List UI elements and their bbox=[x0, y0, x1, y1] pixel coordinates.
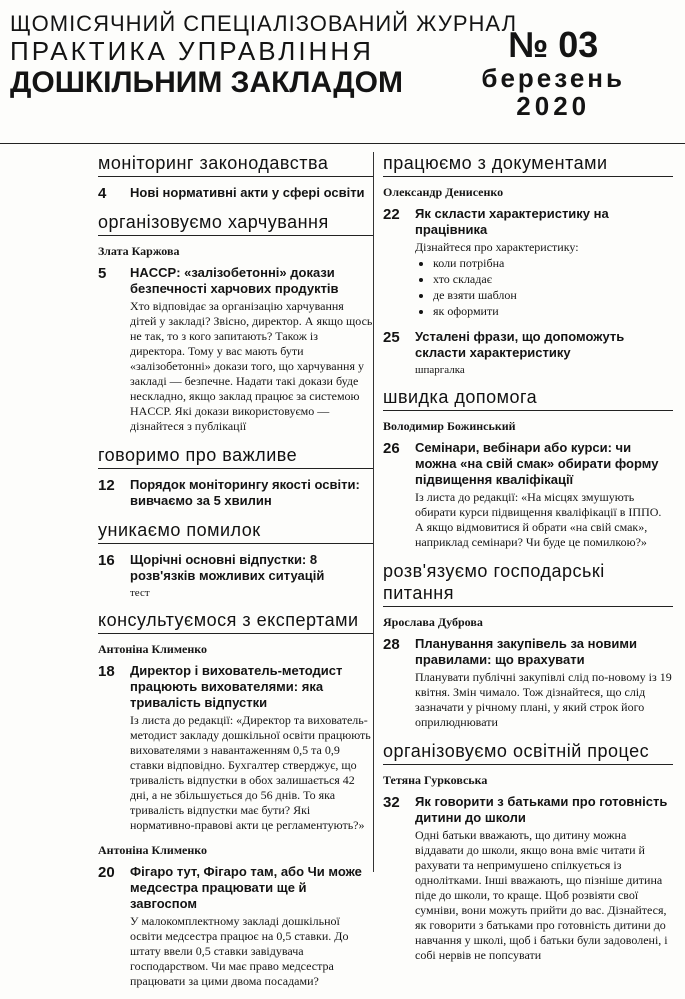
article-author: Володимир Божинський bbox=[383, 419, 516, 433]
section-heading: організовуємо харчування bbox=[98, 211, 373, 236]
journal-title-2: ДОШКІЛЬНИМ ЗАКЛАДОМ bbox=[10, 66, 403, 99]
page-number: 18 bbox=[98, 663, 115, 680]
issue-number: № 03 bbox=[508, 24, 599, 65]
toc-right-column bbox=[383, 152, 673, 973]
page-number: 28 bbox=[383, 636, 400, 653]
article-type-label: тест bbox=[130, 587, 150, 599]
toc-entry[interactable] bbox=[98, 663, 373, 833]
article-title[interactable]: Щорічні основні відпустки: 8 розв'язків можливих ситуацій bbox=[130, 552, 325, 583]
article-title[interactable]: Фігаро тут, Фігаро там, або Чи може медсестра працювати ще й завгоспом bbox=[130, 864, 362, 911]
header-rule bbox=[0, 143, 685, 144]
article-title[interactable]: Планування закупівель за новими правилами: що врахувати bbox=[415, 636, 638, 667]
bullet-item: • коли потрібна bbox=[433, 255, 673, 271]
article-summary: Із листа до редакції: «На місцях змушують обирати курси підвищення кваліфікації в ІППО. А якщо відмовитися й обрати «на свій смак», наприклад семінари? Чи буде це помилкою?» bbox=[415, 490, 662, 549]
page-number: 26 bbox=[383, 440, 400, 457]
article-summary: Із листа до редакції: «Директор та вихователь-методист закладу дошкільної освіти працюють вихователями з навантаженням 0,5 та 0,9 ставки відповідно. Бухгалтер стверджує, що тривалість відпустки в обох залишається 42 дні, а не збільшується до 56 днів. То яка тривалість відпустки має бути? Які нормативно-правові акти це регламентують?» bbox=[130, 713, 371, 832]
bullet-item: • де взяти шаблон bbox=[433, 287, 673, 303]
page-number: 22 bbox=[383, 206, 400, 223]
article-author: Злата Каржова bbox=[98, 244, 180, 258]
article-title[interactable]: Семінари, вебінари або курси: чи можна «на свій смак» обирати форму підвищення кваліфікації bbox=[415, 440, 659, 487]
toc-entry[interactable] bbox=[98, 552, 373, 599]
section-heading: консультуємося з експертами bbox=[98, 609, 373, 634]
section-heading: працюємо з документами bbox=[383, 152, 673, 177]
article-summary: Планувати публічні закупівлі слід по-новому із 19 квітня. Змін чимало. Тож дізнайтеся, що слід зазначати у річному плані, у який строк його оприлюднювати bbox=[415, 670, 672, 729]
bullet-item: • хто складає bbox=[433, 271, 673, 287]
article-summary: Дізнайтеся про характеристику: bbox=[415, 240, 579, 254]
section-heading: швидка допомога bbox=[383, 386, 673, 411]
article-title[interactable]: Директор і вихователь-методист працюють вихователями: яка тривалість відпустки bbox=[130, 663, 343, 710]
article-author: Антоніна Клименко bbox=[98, 642, 207, 656]
page-number: 20 bbox=[98, 864, 115, 881]
section-heading: організовуємо освітній процес bbox=[383, 740, 673, 765]
page-number: 16 bbox=[98, 552, 115, 569]
article-title[interactable]: Як говорити з батьками про готовність дитини до школи bbox=[415, 794, 668, 825]
article-title[interactable]: Як скласти характеристику на працівника bbox=[415, 206, 609, 237]
section-heading: уникаємо помилок bbox=[98, 519, 373, 544]
page-number: 12 bbox=[98, 477, 115, 494]
toc-entry[interactable] bbox=[383, 636, 673, 730]
toc-entry[interactable] bbox=[98, 477, 373, 509]
journal-type: ЩОМІСЯЧНИЙ СПЕЦІАЛІЗОВАНИЙ ЖУРНАЛ bbox=[10, 11, 518, 36]
article-summary: У малокомплектному закладі дошкільної освіти медсестра працює на 0,5 ставки. До штату ввели 0,5 ставки завідувача господарством. Чи має право медсестра працювати за цими двома посадами? bbox=[130, 914, 349, 988]
toc-entry[interactable] bbox=[383, 440, 673, 550]
toc-entry[interactable] bbox=[98, 265, 373, 434]
article-author: Тетяна Гурковська bbox=[383, 773, 488, 787]
issue-year: 2020 bbox=[516, 91, 591, 121]
section-heading: говоримо про важливе bbox=[98, 444, 373, 469]
article-author: Ярослава Дуброва bbox=[383, 615, 483, 629]
article-type-label: шпаргалка bbox=[415, 364, 465, 376]
article-title[interactable]: Порядок моніторингу якості освіти: вивчаємо за 5 хвилин bbox=[130, 477, 360, 508]
article-author: Антоніна Клименко bbox=[98, 843, 207, 857]
issue-month: березень bbox=[481, 63, 625, 93]
page-number: 5 bbox=[98, 265, 107, 282]
toc-entry[interactable] bbox=[98, 864, 373, 989]
article-summary: Хто відповідає за організацію харчування дітей у закладі? Звісно, директор. А якщо щось не так, то з кого запитають? Також із директора. Тому у вас мають бути «залізобетонні» докази того, що харчування у закладі — безпечне. Надати такі докази буде нескладно, якщо заклад працює за системою HACCP. Які докази використовуємо — дізнайтеся з публікації bbox=[130, 299, 373, 433]
article-title[interactable]: HACCP: «залізобетонні» докази безпечності харчових продуктів bbox=[130, 265, 339, 296]
toc-entry[interactable] bbox=[383, 206, 673, 319]
toc-entry[interactable] bbox=[383, 329, 673, 376]
summary-bullets bbox=[415, 255, 673, 319]
article-summary: Одні батьки вважають, що дитину можна віддавати до школи, якщо вона вміє читати й рахувати та непримушено спілкується із однолітками. Інші вважають, що пізніше дитина піде до школи, то краще. Щоб розвіяти свої сумніви, вони можуть прийти до вас. Дізнайтеся, як говорити з батьками про готовність дитини до навчання у школі, щоб і батьки були задоволені, і собі нервів не попсувати bbox=[415, 828, 668, 962]
journal-title-1: ПРАКТИКА УПРАВЛІННЯ bbox=[10, 36, 374, 66]
article-title[interactable]: Усталені фрази, що допоможуть скласти характеристику bbox=[415, 329, 625, 360]
section-heading: розв'язуємо господарські питання bbox=[383, 560, 673, 607]
toc-entry[interactable] bbox=[383, 794, 673, 963]
article-author: Олександр Денисенко bbox=[383, 185, 504, 199]
toc-entry[interactable] bbox=[98, 185, 373, 201]
column-divider bbox=[373, 152, 374, 872]
page-number: 4 bbox=[98, 185, 107, 202]
page-number: 32 bbox=[383, 794, 400, 811]
issue-info bbox=[481, 26, 625, 120]
bullet-item: • як оформити bbox=[433, 303, 673, 319]
masthead bbox=[10, 11, 518, 100]
toc-left-column bbox=[98, 152, 373, 999]
page-number: 25 bbox=[383, 329, 400, 346]
section-heading: моніторинг законодавства bbox=[98, 152, 373, 177]
article-title[interactable]: Нові нормативні акти у сфері освіти bbox=[130, 185, 365, 200]
